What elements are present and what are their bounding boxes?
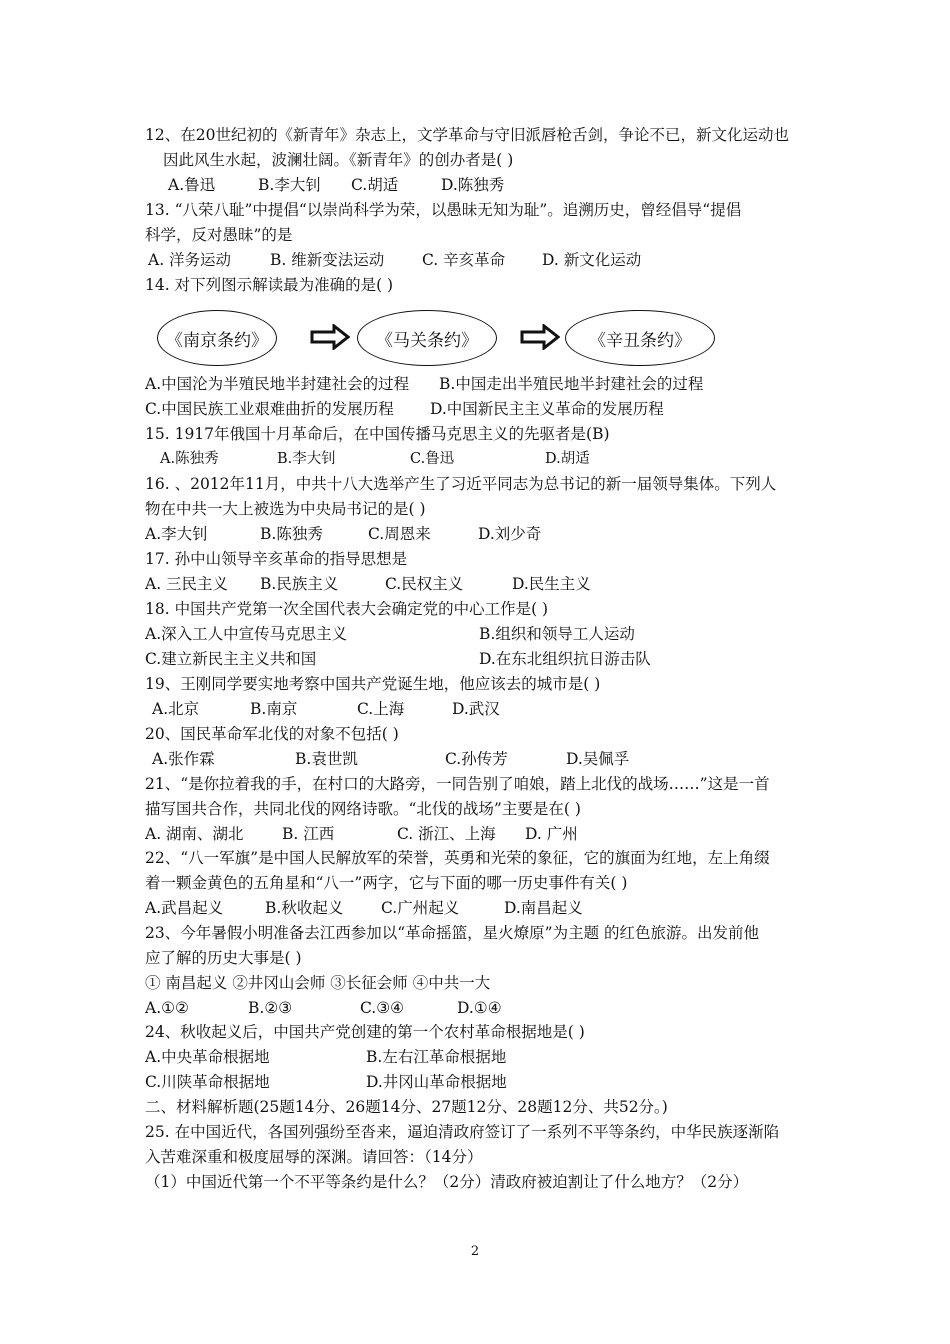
q17-option-a: A. 三民主义 bbox=[145, 575, 229, 593]
q17-option-c: C.民权主义 bbox=[385, 575, 464, 593]
q21-option-c: C. 浙江、上海 bbox=[397, 825, 496, 843]
q13-options bbox=[145, 248, 815, 272]
q24-options-row2 bbox=[145, 1070, 815, 1094]
q19-options bbox=[145, 697, 815, 721]
q20-option-a: A.张作霖 bbox=[152, 750, 215, 768]
q23-option-a: A.①② bbox=[145, 999, 189, 1017]
q17-option-d: D.民生主义 bbox=[512, 575, 591, 593]
q16-option-d: D.刘少奇 bbox=[478, 525, 542, 543]
q24-options-row1 bbox=[145, 1045, 815, 1069]
q19-option-d: D.武汉 bbox=[452, 700, 500, 718]
q23-options bbox=[145, 996, 815, 1020]
q15-option-d: D.胡适 bbox=[545, 451, 590, 467]
q23-stem-line2: 应了解的历史大事是( ) bbox=[145, 949, 302, 967]
q20-option-b: B.袁世凯 bbox=[295, 750, 358, 768]
q14-options-row1 bbox=[145, 372, 815, 396]
q15-stem: 15. 1917年俄国十月革命后，在中国传播马克思主义的先驱者是(B) bbox=[145, 425, 610, 443]
q16-options bbox=[145, 522, 815, 546]
q23-option-d: D.①④ bbox=[457, 999, 502, 1017]
q19-option-b: B.南京 bbox=[250, 700, 298, 718]
q14-option-b: B.中国走出半殖民地半封建社会的过程 bbox=[439, 375, 704, 393]
q21-stem-line1: 21、“是你拉着我的手，在村口的大路旁，一同告别了咱娘，踏上北伐的战场……”这是一首 bbox=[145, 775, 770, 793]
q21-option-a: A. 湖南、湖北 bbox=[145, 825, 244, 843]
q19-option-a: A.北京 bbox=[152, 700, 200, 718]
q16-stem-line2: 物在中共一大上被选为中央局书记的是( ) bbox=[145, 500, 426, 518]
q24-option-b: B.左右江革命根据地 bbox=[366, 1048, 507, 1066]
q21-options bbox=[145, 822, 815, 846]
q18-option-b: B.组织和领导工人运动 bbox=[479, 625, 635, 643]
q23-option-b: B.②③ bbox=[248, 999, 293, 1017]
section-heading: 二、材料解析题(25题14分、26题14分、27题12分、28题12分、共52分。) bbox=[145, 1098, 668, 1116]
q22-option-c: C.广州起义 bbox=[381, 899, 460, 917]
q25-subquestion-1: （1）中国近代第一个不平等条约是什么？（2分）清政府被迫割让了什么地方？（2分） bbox=[145, 1173, 749, 1191]
q12-option-b: B.李大钊 bbox=[258, 176, 321, 194]
q13-option-d: D. 新文化运动 bbox=[542, 251, 642, 269]
q21-stem-line2: 描写国共合作，共同北伐的网络诗歌。“北伐的战场”主要是在( ) bbox=[145, 800, 581, 818]
q12-options bbox=[163, 173, 833, 197]
q12-option-d: D.陈独秀 bbox=[441, 176, 505, 194]
nanjing-treaty-oval: 《南京条约》 bbox=[157, 310, 277, 366]
q20-stem: 20、国民革命军北伐的对象不包括( ) bbox=[145, 725, 399, 743]
q13-stem-line1: 13. “八荣八耻”中提倡“以崇尚科学为荣，以愚昧无知为耻”。追溯历史，曾经倡导“提倡 bbox=[145, 201, 742, 219]
q13-option-b: B. 维新变法运动 bbox=[270, 251, 385, 269]
q18-option-a: A.深入工人中宣传马克思主义 bbox=[145, 625, 348, 643]
q23-stem-line1: 23、今年暑假小明准备去江西参加以“革命摇篮，星火燎原”为主题 的红色旅游。出发前他 bbox=[145, 924, 760, 942]
q16-stem-line1: 16. 、2012年11月，中共十八大选举产生了习近平同志为总书记的新一届领导集体。下列人 bbox=[145, 475, 777, 493]
q16-option-b: B.陈独秀 bbox=[260, 525, 323, 543]
q13-option-c: C. 辛亥革命 bbox=[422, 251, 506, 269]
q22-option-a: A.武昌起义 bbox=[145, 899, 224, 917]
q20-options bbox=[145, 747, 815, 771]
q15-options bbox=[145, 447, 815, 471]
q12-option-c: C.胡适 bbox=[351, 176, 399, 194]
page-number: 2 bbox=[470, 1244, 480, 1259]
q15-option-c: C.鲁迅 bbox=[410, 451, 455, 467]
q18-option-c: C.建立新民主主义共和国 bbox=[145, 650, 317, 668]
q23-events: ① 南昌起义 ②井冈山会师 ③长征会师 ④中共一大 bbox=[145, 974, 491, 992]
q24-option-d: D.井冈山革命根据地 bbox=[366, 1073, 507, 1091]
treaty-diagram bbox=[155, 308, 725, 372]
q22-option-b: B.秋收起义 bbox=[265, 899, 344, 917]
q22-stem-line2: 着一颗金黄色的五角星和“八一”两字，它与下面的哪一历史事件有关( ) bbox=[145, 874, 628, 892]
q14-option-d: D.中国新民主主义革命的发展历程 bbox=[430, 400, 664, 418]
q13-option-a: A. 洋务运动 bbox=[148, 251, 232, 269]
q19-option-c: C.上海 bbox=[357, 700, 405, 718]
q20-option-d: D.吴佩孚 bbox=[566, 750, 630, 768]
q22-option-d: D.南昌起义 bbox=[504, 899, 583, 917]
q22-options bbox=[145, 896, 815, 920]
q17-options bbox=[145, 572, 815, 596]
q23-option-c: C.③④ bbox=[360, 999, 405, 1017]
q20-option-c: C.孙传芳 bbox=[445, 750, 508, 768]
q13-stem-line2: 科学，反对愚昧”的是 bbox=[145, 226, 293, 244]
q16-option-a: A.李大钊 bbox=[145, 525, 208, 543]
q18-options-row1 bbox=[145, 622, 815, 646]
q18-options-row2 bbox=[145, 647, 815, 671]
q17-stem: 17. 孙中山领导辛亥革命的指导思想是 bbox=[145, 550, 408, 568]
q12-option-a: A.鲁迅 bbox=[168, 176, 216, 194]
q24-stem: 24、秋收起义后，中国共产党创建的第一个农村革命根据地是( ) bbox=[145, 1023, 585, 1041]
q18-stem: 18. 中国共产党第一次全国代表大会确定党的中心工作是( ) bbox=[145, 600, 549, 618]
q16-option-c: C.周恩来 bbox=[368, 525, 431, 543]
q14-stem: 14. 对下列图示解读最为准确的是( ) bbox=[145, 276, 394, 294]
q15-option-b: B.李大钊 bbox=[277, 451, 336, 467]
q17-option-b: B.民族主义 bbox=[260, 575, 339, 593]
xinchou-treaty-oval: 《辛丑条约》 bbox=[565, 310, 715, 366]
right-arrow-icon bbox=[520, 324, 560, 350]
q14-option-a: A.中国沦为半殖民地半封建社会的过程 bbox=[145, 375, 410, 393]
q18-option-d: D.在东北组织抗日游击队 bbox=[479, 650, 651, 668]
q25-stem-line2: 入苦难深重和极度屈辱的深渊。请回答：（14分） bbox=[145, 1148, 483, 1166]
maguan-treaty-oval: 《马关条约》 bbox=[357, 310, 497, 366]
q19-stem: 19、王刚同学要实地考察中国共产党诞生地，他应该去的城市是( ) bbox=[145, 675, 601, 693]
q12-stem-line1: 12、在20世纪初的《新青年》杂志上，文学革命与守旧派唇枪舌剑，争论不已，新文化运动也 bbox=[145, 126, 789, 144]
q14-options-row2 bbox=[145, 397, 815, 421]
q21-option-b: B. 江西 bbox=[282, 825, 335, 843]
q22-stem-line1: 22、“八一军旗”是中国人民解放军的荣誉，英勇和光荣的象征，它的旗面为红地，左上角缀 bbox=[145, 849, 770, 867]
q24-option-a: A.中央革命根据地 bbox=[145, 1048, 270, 1066]
q12-stem-line2: 因此风生水起，波澜壮阔。《新青年》的创办者是( ) bbox=[163, 151, 514, 169]
right-arrow-icon bbox=[310, 324, 350, 350]
q25-stem-line1: 25. 在中国近代，各国列强纷至沓来，逼迫清政府签订了一系列不平等条约，中华民族逐渐陷 bbox=[145, 1123, 780, 1141]
q15-option-a: A.陈独秀 bbox=[160, 451, 219, 467]
q24-option-c: C.川陕革命根据地 bbox=[145, 1073, 270, 1091]
q14-option-c: C.中国民族工业艰难曲折的发展历程 bbox=[145, 400, 394, 418]
q21-option-d: D. 广州 bbox=[525, 825, 578, 843]
